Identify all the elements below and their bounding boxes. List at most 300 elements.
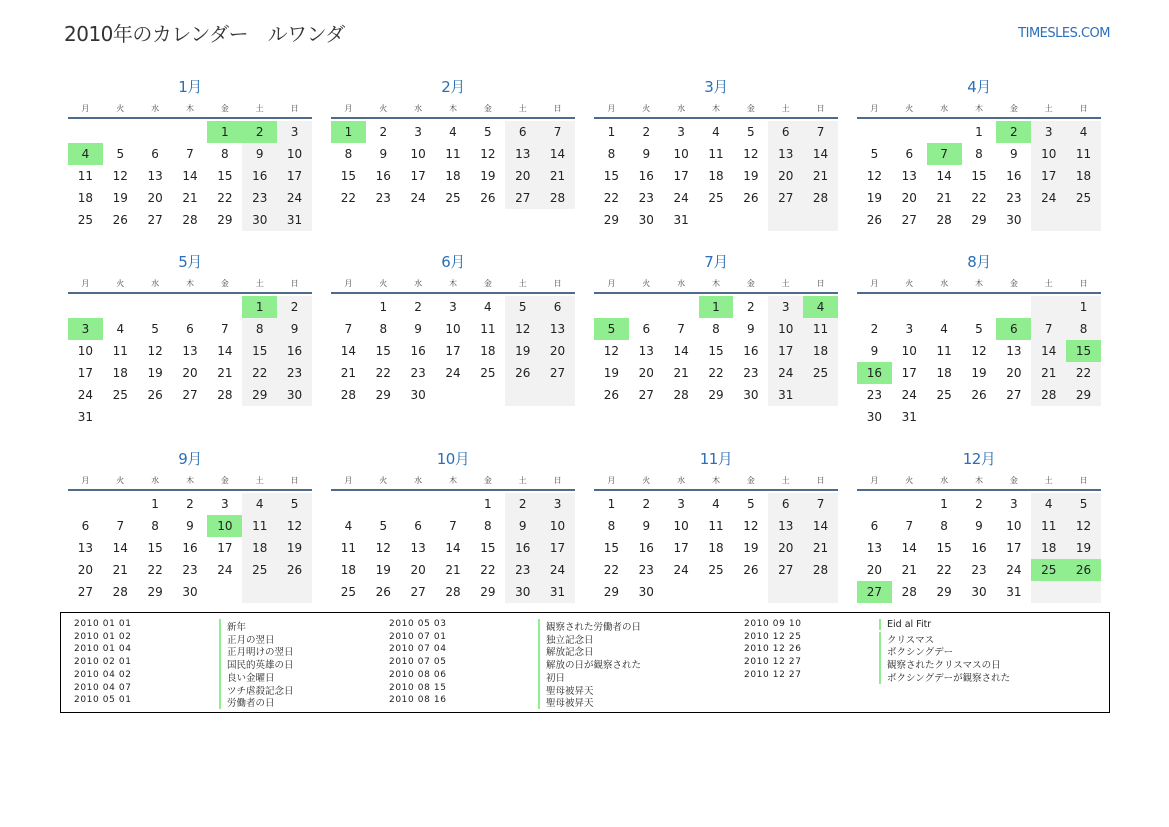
weekday-header bbox=[594, 103, 838, 115]
day-cell: 21 bbox=[901, 563, 917, 577]
day-cell: 7 bbox=[221, 322, 229, 336]
day-cell: 5 bbox=[1079, 497, 1088, 511]
weekday-label: 月 bbox=[607, 279, 616, 288]
day-cell: 8 bbox=[379, 322, 388, 336]
day-cell: 3 bbox=[290, 125, 299, 139]
day-cell: 11 bbox=[77, 169, 94, 183]
day-cell: 23 bbox=[638, 563, 654, 577]
holiday-day-cell: 4 bbox=[803, 296, 838, 318]
day-grid bbox=[857, 296, 1101, 428]
day-cell: 6 bbox=[81, 519, 90, 533]
day-cell: 19 bbox=[515, 344, 531, 358]
day-cell: 23 bbox=[638, 191, 654, 205]
weekday-label: 日 bbox=[553, 279, 562, 288]
day-cell: 5 bbox=[116, 147, 125, 161]
holiday-date: 2010 08 06 bbox=[389, 669, 447, 680]
weekday-label: 金 bbox=[483, 476, 492, 485]
day-cell: 20 bbox=[515, 169, 531, 183]
holiday-name: 観察された労働者の日 bbox=[538, 619, 641, 633]
day-cell: 14 bbox=[812, 147, 829, 161]
day-cell: 3 bbox=[553, 497, 562, 511]
day-cell: 16 bbox=[743, 344, 759, 358]
day-cell: 22 bbox=[603, 191, 620, 205]
day-cell: 10 bbox=[673, 147, 689, 161]
holiday-legend bbox=[60, 612, 1110, 713]
day-cell: 24 bbox=[77, 388, 94, 402]
weekday-label: 水 bbox=[677, 476, 686, 485]
day-cell: 11 bbox=[708, 519, 724, 533]
day-cell: 5 bbox=[870, 147, 879, 161]
day-cell: 10 bbox=[901, 344, 917, 358]
day-cell: 13 bbox=[638, 344, 654, 358]
day-cell: 1 bbox=[607, 125, 616, 139]
holiday-day-cell: 5 bbox=[594, 318, 629, 340]
day-cell: 27 bbox=[182, 388, 198, 402]
weekday-label: 月 bbox=[870, 279, 879, 288]
day-cell: 26 bbox=[743, 563, 759, 577]
day-cell: 14 bbox=[182, 169, 198, 183]
day-cell: 6 bbox=[553, 300, 562, 314]
day-cell: 27 bbox=[778, 191, 794, 205]
day-cell: 9 bbox=[379, 147, 388, 161]
weekday-label: 金 bbox=[220, 104, 229, 113]
day-cell: 17 bbox=[778, 344, 794, 358]
weekday-label: 火 bbox=[116, 104, 125, 113]
holiday-day-cell: 2 bbox=[242, 121, 277, 143]
day-cell: 12 bbox=[1075, 519, 1092, 533]
weekday-label: 水 bbox=[414, 279, 423, 288]
weekday-label: 木 bbox=[185, 476, 194, 485]
day-cell: 25 bbox=[708, 191, 724, 205]
weekday-label: 火 bbox=[905, 279, 914, 288]
holiday-date: 2010 12 27 bbox=[744, 657, 802, 668]
month-name: 4月 bbox=[967, 78, 991, 96]
weekday-label: 金 bbox=[483, 279, 492, 288]
day-cell: 14 bbox=[936, 169, 952, 183]
weekday-label: 日 bbox=[816, 476, 825, 485]
day-cell: 30 bbox=[252, 213, 268, 227]
day-cell: 17 bbox=[77, 366, 94, 380]
holiday-date: 2010 12 27 bbox=[744, 669, 802, 680]
day-cell: 5 bbox=[151, 322, 159, 336]
day-cell: 23 bbox=[866, 388, 883, 402]
header-rule bbox=[331, 292, 575, 294]
day-cell: 10 bbox=[778, 322, 794, 336]
day-cell: 24 bbox=[217, 563, 233, 577]
weekday-label: 水 bbox=[414, 476, 423, 485]
day-cell: 18 bbox=[812, 344, 829, 358]
day-cell: 6 bbox=[642, 322, 651, 336]
day-cell: 14 bbox=[812, 519, 829, 533]
day-cell: 24 bbox=[286, 191, 303, 205]
holiday-date: 2010 07 04 bbox=[389, 644, 447, 655]
day-cell: 26 bbox=[480, 191, 496, 205]
day-cell: 6 bbox=[414, 519, 422, 533]
day-cell: 9 bbox=[747, 322, 755, 336]
day-cell: 25 bbox=[112, 388, 128, 402]
day-cell: 12 bbox=[743, 147, 759, 161]
weekday-label: 水 bbox=[677, 279, 686, 288]
day-cell: 2 bbox=[379, 125, 388, 139]
day-cell: 2 bbox=[642, 497, 651, 511]
day-grid bbox=[594, 296, 838, 428]
day-cell: 2 bbox=[975, 497, 983, 511]
day-cell: 21 bbox=[112, 563, 128, 577]
day-cell: 27 bbox=[77, 585, 94, 599]
day-cell: 27 bbox=[147, 213, 163, 227]
day-cell: 5 bbox=[747, 497, 755, 511]
day-cell: 16 bbox=[375, 169, 391, 183]
weekday-label: 月 bbox=[870, 476, 879, 485]
day-cell: 12 bbox=[971, 344, 987, 358]
weekday-label: 土 bbox=[518, 279, 527, 288]
day-cell: 20 bbox=[1006, 366, 1022, 380]
day-cell: 3 bbox=[677, 125, 685, 139]
day-cell: 15 bbox=[217, 169, 233, 183]
day-cell: 7 bbox=[449, 519, 457, 533]
month-name: 5月 bbox=[178, 253, 202, 271]
holiday-name: Eid al Fitr bbox=[879, 619, 931, 630]
day-grid bbox=[857, 121, 1101, 253]
weekday-label: 土 bbox=[781, 476, 790, 485]
day-cell: 28 bbox=[549, 191, 566, 205]
holiday-date: 2010 12 25 bbox=[744, 631, 802, 642]
weekday-label: 木 bbox=[448, 279, 457, 288]
weekday-label: 土 bbox=[518, 476, 527, 485]
day-cell: 20 bbox=[549, 344, 566, 358]
day-cell: 30 bbox=[638, 585, 654, 599]
holiday-date: 2010 12 26 bbox=[744, 644, 802, 655]
day-cell: 16 bbox=[1006, 169, 1022, 183]
day-cell: 7 bbox=[816, 497, 825, 511]
month-name: 12月 bbox=[962, 450, 996, 468]
day-cell: 12 bbox=[375, 541, 391, 555]
day-cell: 21 bbox=[182, 191, 198, 205]
day-cell: 10 bbox=[1041, 147, 1057, 161]
weekday-label: 日 bbox=[1079, 279, 1088, 288]
day-cell: 13 bbox=[77, 541, 94, 555]
day-cell: 15 bbox=[252, 344, 268, 358]
day-grid bbox=[331, 296, 575, 428]
header-rule bbox=[594, 292, 838, 294]
holiday-date: 2010 04 02 bbox=[74, 669, 132, 680]
day-cell: 7 bbox=[344, 322, 353, 336]
day-cell: 4 bbox=[484, 300, 492, 314]
weekday-label: 木 bbox=[711, 104, 720, 113]
weekday-label: 金 bbox=[746, 279, 755, 288]
day-cell: 5 bbox=[975, 322, 983, 336]
weekday-label: 金 bbox=[746, 104, 755, 113]
day-cell: 8 bbox=[151, 519, 159, 533]
day-cell: 29 bbox=[708, 388, 724, 402]
day-cell: 29 bbox=[480, 585, 496, 599]
header-rule bbox=[68, 489, 312, 491]
month-name: 3月 bbox=[704, 78, 728, 96]
day-cell: 4 bbox=[449, 125, 457, 139]
day-cell: 24 bbox=[410, 191, 426, 205]
day-cell: 21 bbox=[445, 563, 461, 577]
header-rule bbox=[594, 117, 838, 119]
day-cell: 5 bbox=[747, 125, 755, 139]
weekday-label: 水 bbox=[414, 104, 423, 113]
day-cell: 17 bbox=[286, 169, 303, 183]
holiday-date: 2010 05 01 bbox=[74, 695, 132, 706]
day-cell: 1 bbox=[484, 497, 492, 511]
day-cell: 19 bbox=[603, 366, 620, 380]
day-cell: 28 bbox=[1041, 388, 1057, 402]
day-cell: 30 bbox=[515, 585, 531, 599]
holiday-name: 良い金曜日 bbox=[219, 670, 275, 684]
weekday-header bbox=[594, 278, 838, 290]
day-cell: 27 bbox=[901, 213, 917, 227]
day-cell: 16 bbox=[971, 541, 987, 555]
weekday-header bbox=[68, 475, 312, 487]
day-cell: 19 bbox=[375, 563, 391, 577]
day-cell: 29 bbox=[217, 213, 233, 227]
day-cell: 8 bbox=[484, 519, 492, 533]
holiday-date: 2010 04 07 bbox=[74, 682, 132, 693]
month-name: 7月 bbox=[704, 253, 728, 271]
day-cell: 22 bbox=[936, 563, 952, 577]
day-cell: 24 bbox=[1041, 191, 1057, 205]
day-cell: 7 bbox=[186, 147, 194, 161]
day-cell: 30 bbox=[638, 213, 654, 227]
weekday-label: 月 bbox=[607, 104, 616, 113]
day-cell: 26 bbox=[866, 213, 883, 227]
day-cell: 23 bbox=[252, 191, 268, 205]
holiday-name: ツチ虐殺記念日 bbox=[219, 683, 294, 697]
header-rule bbox=[331, 117, 575, 119]
day-cell: 26 bbox=[743, 191, 759, 205]
day-cell: 12 bbox=[480, 147, 496, 161]
weekday-label: 月 bbox=[607, 476, 616, 485]
day-cell: 5 bbox=[484, 125, 492, 139]
day-cell: 3 bbox=[1044, 125, 1053, 139]
weekday-label: 水 bbox=[151, 104, 160, 113]
day-cell: 18 bbox=[936, 366, 952, 380]
day-cell: 21 bbox=[936, 191, 952, 205]
holiday-name: クリスマス bbox=[879, 632, 934, 646]
site-brand-link[interactable]: TIMESLES.COM bbox=[1018, 26, 1110, 41]
day-cell: 20 bbox=[77, 563, 94, 577]
weekday-label: 火 bbox=[905, 476, 914, 485]
holiday-date: 2010 09 10 bbox=[744, 619, 802, 629]
day-cell: 21 bbox=[673, 366, 689, 380]
day-cell: 27 bbox=[638, 388, 654, 402]
day-cell: 8 bbox=[344, 147, 353, 161]
holiday-date: 2010 05 03 bbox=[389, 619, 447, 629]
day-cell: 26 bbox=[286, 563, 303, 577]
day-cell: 13 bbox=[515, 147, 531, 161]
day-cell: 10 bbox=[77, 344, 94, 358]
day-cell: 2 bbox=[290, 300, 299, 314]
holiday-name: 聖母被昇天 bbox=[538, 695, 594, 709]
day-cell: 2 bbox=[870, 322, 879, 336]
day-cell: 8 bbox=[1079, 322, 1088, 336]
month-name: 11月 bbox=[699, 450, 733, 468]
weekday-label: 火 bbox=[379, 104, 388, 113]
day-cell: 5 bbox=[379, 519, 388, 533]
weekday-label: 土 bbox=[255, 104, 264, 113]
holiday-date: 2010 01 01 bbox=[74, 619, 132, 629]
day-cell: 1 bbox=[1079, 300, 1088, 314]
weekday-label: 土 bbox=[518, 104, 527, 113]
day-cell: 13 bbox=[410, 541, 426, 555]
day-cell: 22 bbox=[252, 366, 268, 380]
day-cell: 15 bbox=[971, 169, 987, 183]
day-cell: 21 bbox=[217, 366, 233, 380]
day-cell: 19 bbox=[743, 541, 759, 555]
day-cell: 3 bbox=[1010, 497, 1018, 511]
weekday-label: 日 bbox=[290, 279, 299, 288]
holiday-day-cell: 7 bbox=[927, 143, 962, 165]
day-cell: 7 bbox=[1044, 322, 1053, 336]
day-cell: 18 bbox=[1041, 541, 1057, 555]
day-cell: 12 bbox=[603, 344, 620, 358]
day-cell: 8 bbox=[221, 147, 229, 161]
day-cell: 4 bbox=[1044, 497, 1053, 511]
day-cell: 14 bbox=[1041, 344, 1057, 358]
day-cell: 10 bbox=[673, 519, 689, 533]
day-cell: 20 bbox=[866, 563, 883, 577]
day-cell: 19 bbox=[866, 191, 883, 205]
day-cell: 17 bbox=[673, 169, 689, 183]
holiday-name: 新年 bbox=[219, 619, 246, 633]
weekday-label: 月 bbox=[344, 476, 353, 485]
day-cell: 7 bbox=[677, 322, 685, 336]
day-cell: 18 bbox=[708, 541, 724, 555]
holiday-day-cell: 4 bbox=[68, 143, 103, 165]
day-cell: 26 bbox=[147, 388, 163, 402]
day-cell: 27 bbox=[1006, 388, 1022, 402]
day-cell: 29 bbox=[375, 388, 391, 402]
weekday-header bbox=[331, 103, 575, 115]
holiday-name: 独立記念日 bbox=[538, 632, 594, 646]
day-cell: 18 bbox=[340, 563, 357, 577]
day-cell: 10 bbox=[410, 147, 426, 161]
weekday-label: 木 bbox=[448, 104, 457, 113]
day-cell: 9 bbox=[255, 147, 264, 161]
day-cell: 21 bbox=[812, 541, 829, 555]
weekday-label: 木 bbox=[974, 279, 983, 288]
holiday-day-cell: 1 bbox=[331, 121, 366, 143]
weekday-label: 金 bbox=[1009, 104, 1018, 113]
day-cell: 6 bbox=[905, 147, 914, 161]
day-cell: 6 bbox=[870, 519, 879, 533]
day-grid bbox=[331, 121, 575, 253]
day-cell: 13 bbox=[778, 519, 794, 533]
header-rule bbox=[68, 292, 312, 294]
weekday-label: 日 bbox=[290, 104, 299, 113]
month-name: 1月 bbox=[178, 78, 202, 96]
weekday-label: 水 bbox=[940, 104, 949, 113]
day-cell: 13 bbox=[549, 322, 566, 336]
day-cell: 17 bbox=[673, 541, 689, 555]
day-cell: 22 bbox=[1075, 366, 1092, 380]
day-cell: 25 bbox=[936, 388, 952, 402]
weekday-header bbox=[68, 278, 312, 290]
day-cell: 9 bbox=[642, 519, 651, 533]
day-cell: 4 bbox=[116, 322, 125, 336]
holiday-name: 聖母被昇天 bbox=[538, 683, 594, 697]
day-cell: 15 bbox=[708, 344, 724, 358]
weekday-label: 火 bbox=[642, 476, 651, 485]
day-cell: 14 bbox=[340, 344, 357, 358]
day-cell: 28 bbox=[182, 213, 198, 227]
day-cell: 19 bbox=[286, 541, 303, 555]
day-cell: 4 bbox=[255, 497, 264, 511]
weekday-header bbox=[68, 103, 312, 115]
day-cell: 2 bbox=[642, 125, 651, 139]
day-grid bbox=[68, 493, 312, 625]
holiday-name: 正月明けの翌日 bbox=[219, 644, 294, 658]
holiday-name: ボクシングデー bbox=[879, 644, 953, 658]
weekday-header bbox=[331, 278, 575, 290]
day-cell: 15 bbox=[603, 541, 620, 555]
day-cell: 13 bbox=[1006, 344, 1022, 358]
day-cell: 13 bbox=[778, 147, 794, 161]
day-cell: 20 bbox=[778, 541, 794, 555]
day-cell: 11 bbox=[445, 147, 461, 161]
day-cell: 25 bbox=[812, 366, 829, 380]
day-cell: 30 bbox=[286, 388, 303, 402]
day-cell: 27 bbox=[515, 191, 531, 205]
day-cell: 6 bbox=[186, 322, 194, 336]
page-title: 2010年のカレンダー ルワンダ bbox=[64, 22, 345, 46]
weekday-label: 火 bbox=[116, 476, 125, 485]
day-cell: 11 bbox=[252, 519, 268, 533]
day-cell: 2 bbox=[518, 497, 527, 511]
day-cell: 27 bbox=[549, 366, 566, 380]
day-cell: 23 bbox=[375, 191, 391, 205]
weekday-label: 木 bbox=[185, 279, 194, 288]
day-cell: 9 bbox=[1010, 147, 1018, 161]
day-cell: 19 bbox=[971, 366, 987, 380]
holiday-date: 2010 01 04 bbox=[74, 644, 132, 655]
weekday-label: 水 bbox=[151, 279, 160, 288]
weekday-label: 木 bbox=[974, 104, 983, 113]
day-cell: 27 bbox=[778, 563, 794, 577]
weekday-label: 月 bbox=[81, 476, 90, 485]
day-cell: 8 bbox=[607, 519, 616, 533]
weekday-label: 日 bbox=[1079, 476, 1088, 485]
day-cell: 23 bbox=[182, 563, 198, 577]
day-cell: 9 bbox=[186, 519, 194, 533]
day-cell: 28 bbox=[901, 585, 917, 599]
day-cell: 30 bbox=[182, 585, 198, 599]
day-cell: 9 bbox=[290, 322, 299, 336]
weekday-header bbox=[857, 103, 1101, 115]
day-grid bbox=[594, 493, 838, 625]
day-cell: 20 bbox=[901, 191, 917, 205]
weekday-header bbox=[331, 475, 575, 487]
weekday-label: 土 bbox=[1044, 104, 1053, 113]
day-cell: 1 bbox=[151, 497, 159, 511]
day-cell: 21 bbox=[812, 169, 829, 183]
day-cell: 25 bbox=[252, 563, 268, 577]
holiday-name: 解放の日が観察された bbox=[538, 657, 641, 671]
day-cell: 24 bbox=[549, 563, 566, 577]
day-cell: 22 bbox=[480, 563, 496, 577]
day-cell: 12 bbox=[286, 519, 303, 533]
day-cell: 28 bbox=[673, 388, 689, 402]
weekday-label: 土 bbox=[1044, 476, 1053, 485]
holiday-day-cell: 26 bbox=[1066, 559, 1101, 581]
day-cell: 6 bbox=[781, 497, 790, 511]
day-cell: 31 bbox=[778, 388, 794, 402]
weekday-label: 金 bbox=[483, 104, 492, 113]
day-cell: 22 bbox=[147, 563, 163, 577]
